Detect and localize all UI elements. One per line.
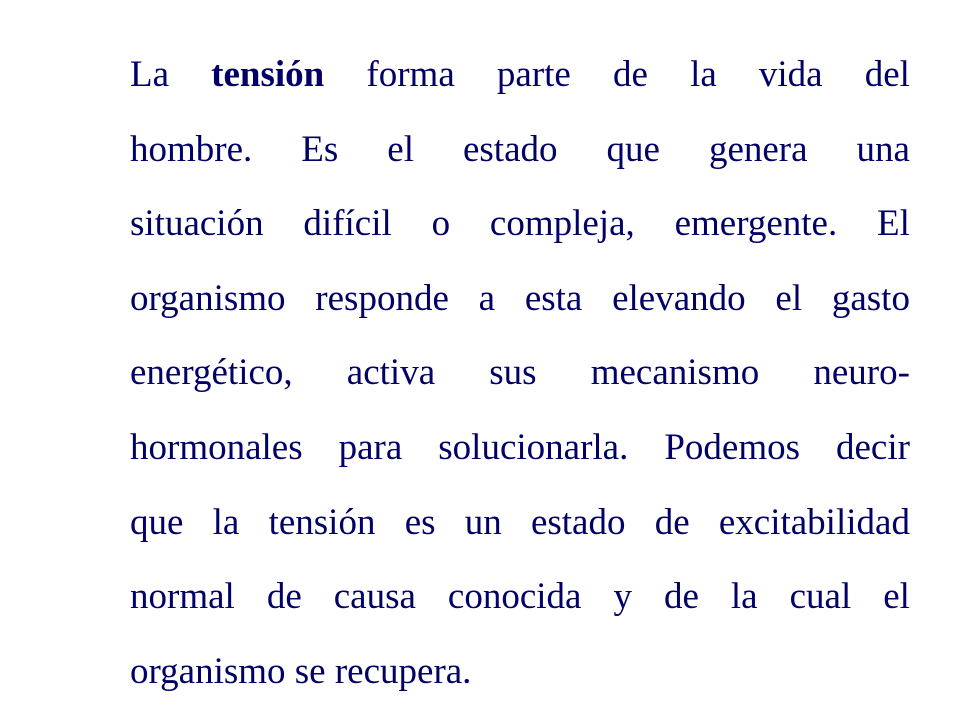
word: El [877, 203, 910, 245]
word: gasto [831, 277, 910, 319]
word: compleja, [489, 203, 635, 245]
word: normal [130, 576, 235, 618]
word: decir [836, 426, 910, 468]
word: o [431, 203, 451, 245]
emphasized-word: tensión [211, 54, 325, 95]
text-line [130, 643, 910, 718]
word: elevando [612, 277, 746, 319]
word: y [613, 576, 632, 618]
word: mecanismo [590, 352, 760, 394]
word: estado [530, 501, 626, 543]
text-line [130, 270, 910, 345]
text-line [130, 195, 910, 270]
word: emergente. [674, 203, 838, 245]
word: estado [462, 128, 558, 170]
text-line [130, 568, 910, 643]
word: conocida [447, 576, 582, 618]
word: la [212, 501, 240, 543]
word: es [404, 501, 436, 543]
word: de [612, 54, 648, 95]
word: situación [130, 203, 264, 245]
word: energético, [130, 352, 293, 394]
word: el [883, 576, 910, 618]
word: la [690, 54, 717, 95]
word: organismo se recupera. [130, 650, 472, 692]
word: organismo [130, 277, 286, 319]
word: una [856, 128, 910, 170]
word: un [464, 501, 502, 543]
text-line [130, 344, 910, 419]
text-line [130, 46, 910, 121]
text-line [130, 121, 910, 196]
word: tensión [268, 501, 376, 543]
word: a [478, 277, 496, 319]
word: que [130, 501, 184, 543]
word: que [606, 128, 660, 170]
word: solucionarla. [438, 426, 629, 468]
word: cual [789, 576, 852, 618]
word: el [775, 277, 803, 319]
word: vida [758, 54, 823, 95]
text-line [130, 494, 910, 569]
word: para [338, 426, 403, 468]
word: forma [366, 54, 455, 95]
word: activa [346, 352, 436, 394]
word: La [130, 54, 170, 95]
word: Es [301, 128, 339, 170]
word: excitabilidad [718, 501, 910, 543]
word: causa [333, 576, 416, 618]
word: genera [708, 128, 808, 170]
paragraph-tension [130, 46, 910, 717]
word: hormonales [130, 426, 303, 468]
word: la [730, 576, 758, 618]
word: de [663, 576, 699, 618]
word: de [266, 576, 302, 618]
word: esta [524, 277, 583, 319]
word: responde [315, 277, 449, 319]
word: de [654, 501, 690, 543]
word: parte [496, 54, 571, 95]
word: del [864, 54, 910, 95]
word: sus [489, 352, 537, 394]
text-line [130, 419, 910, 494]
word: hombre. [130, 128, 253, 170]
word: difícil [303, 203, 392, 245]
word: el [387, 128, 414, 170]
word: Podemos [664, 426, 801, 468]
word: neuro- [813, 352, 910, 394]
